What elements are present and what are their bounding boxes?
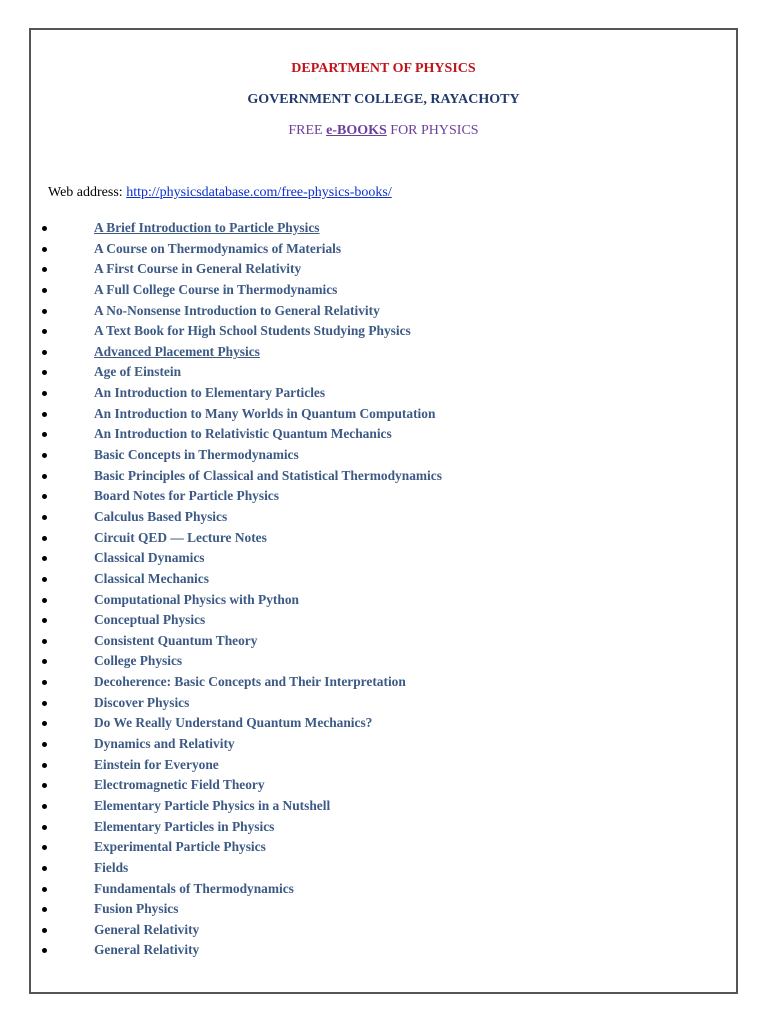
- book-list-item: [31, 280, 442, 301]
- book-title: A Course on Thermodynamics of Materials: [94, 240, 342, 256]
- book-list-item: [31, 858, 442, 879]
- book-list-item: [31, 507, 442, 528]
- book-list-item: [31, 259, 442, 280]
- book-title: Do We Really Understand Quantum Mechanics?: [94, 715, 373, 731]
- book-list-item: [31, 672, 442, 693]
- book-list-item[interactable]: [31, 218, 442, 239]
- book-list-item: [31, 693, 442, 714]
- book-list-item[interactable]: [31, 342, 442, 363]
- book-list: [31, 218, 442, 961]
- book-list-item: [31, 713, 442, 734]
- book-list-item: [31, 940, 442, 961]
- book-title: Board Notes for Particle Physics: [94, 488, 279, 504]
- book-list-item: [31, 920, 442, 941]
- book-list-item: [31, 837, 442, 858]
- book-title: Electromagnetic Field Theory: [94, 777, 265, 793]
- book-title: An Introduction to Elementary Particles: [94, 385, 326, 401]
- book-link[interactable]: A Brief Introduction to Particle Physics: [94, 220, 320, 235]
- book-list-item: [31, 817, 442, 838]
- book-list-item: [31, 301, 442, 322]
- book-list-item: [31, 569, 442, 590]
- book-title: General Relativity: [94, 921, 200, 937]
- college-heading: GOVERNMENT COLLEGE, RAYACHOTY: [247, 92, 520, 107]
- book-title: Classical Mechanics: [94, 570, 209, 586]
- book-title: Basic Concepts in Thermodynamics: [94, 447, 299, 463]
- book-title: A First Course in General Relativity: [94, 261, 302, 277]
- book-list-item: [31, 383, 442, 404]
- book-list-item: [31, 528, 442, 549]
- book-title: College Physics: [94, 653, 183, 669]
- book-list-item: [31, 466, 442, 487]
- book-title: An Introduction to Many Worlds in Quantum Computation: [94, 405, 436, 421]
- book-list-item: [31, 548, 442, 569]
- document-page: [29, 28, 738, 994]
- book-list-item: [31, 631, 442, 652]
- book-title: Dynamics and Relativity: [94, 736, 235, 752]
- department-heading: DEPARTMENT OF PHYSICS: [291, 61, 476, 76]
- ebooks-prefix: FREE: [288, 123, 327, 138]
- book-title: Basic Principles of Classical and Statistical Thermodynamics: [94, 467, 442, 483]
- book-title: Decoherence: Basic Concepts and Their Interpretation: [94, 674, 406, 690]
- book-title: Consistent Quantum Theory: [94, 632, 258, 648]
- book-link[interactable]: Advanced Placement Physics: [94, 343, 260, 359]
- book-list-item: [31, 424, 442, 445]
- book-list-item: [31, 239, 442, 260]
- book-list-item: [31, 899, 442, 920]
- book-title: Discover Physics: [94, 694, 190, 710]
- book-list-item: [31, 775, 442, 796]
- book-title: Conceptual Physics: [94, 612, 206, 628]
- book-title: An Introduction to Relativistic Quantum Mechanics: [94, 426, 392, 442]
- book-title: Experimental Particle Physics: [94, 839, 266, 855]
- book-list-item: [31, 734, 442, 755]
- book-title: Circuit QED — Lecture Notes: [94, 529, 267, 545]
- book-title: Fusion Physics: [94, 901, 179, 917]
- book-list-item: [31, 651, 442, 672]
- ebooks-heading: [31, 123, 736, 139]
- book-title: A No-Nonsense Introduction to General Relativity: [94, 302, 380, 318]
- book-list-item: [31, 362, 442, 383]
- ebooks-suffix: FOR PHYSICS: [386, 123, 479, 138]
- book-title: Fundamentals of Thermodynamics: [94, 880, 294, 896]
- book-title: Elementary Particles in Physics: [94, 818, 275, 834]
- book-title: Einstein for Everyone: [94, 756, 219, 772]
- ebooks-link[interactable]: e-BOOKS: [326, 123, 387, 138]
- web-address-label: Web address:: [48, 185, 127, 200]
- book-title: A Text Book for High School Students Studying Physics: [94, 323, 411, 339]
- book-list-item: [31, 879, 442, 900]
- book-list-item: [31, 755, 442, 776]
- book-list-item: [31, 404, 442, 425]
- book-list-item: [31, 796, 442, 817]
- book-title: General Relativity: [94, 942, 200, 958]
- book-list-item: [31, 610, 442, 631]
- book-list-item: [31, 590, 442, 611]
- book-title: Computational Physics with Python: [94, 591, 299, 607]
- book-title: Fields: [94, 859, 129, 875]
- book-title: A Full College Course in Thermodynamics: [94, 281, 338, 297]
- book-title: Calculus Based Physics: [94, 508, 228, 524]
- book-list-item: [31, 486, 442, 507]
- book-list-item: [31, 321, 442, 342]
- book-list-item: [31, 445, 442, 466]
- web-address-link[interactable]: http://physicsdatabase.com/free-physics-books/: [126, 185, 392, 200]
- web-address-line: [48, 185, 392, 201]
- book-title: Age of Einstein: [94, 364, 182, 380]
- book-title: Elementary Particle Physics in a Nutshell: [94, 797, 331, 813]
- book-title: Classical Dynamics: [94, 550, 205, 566]
